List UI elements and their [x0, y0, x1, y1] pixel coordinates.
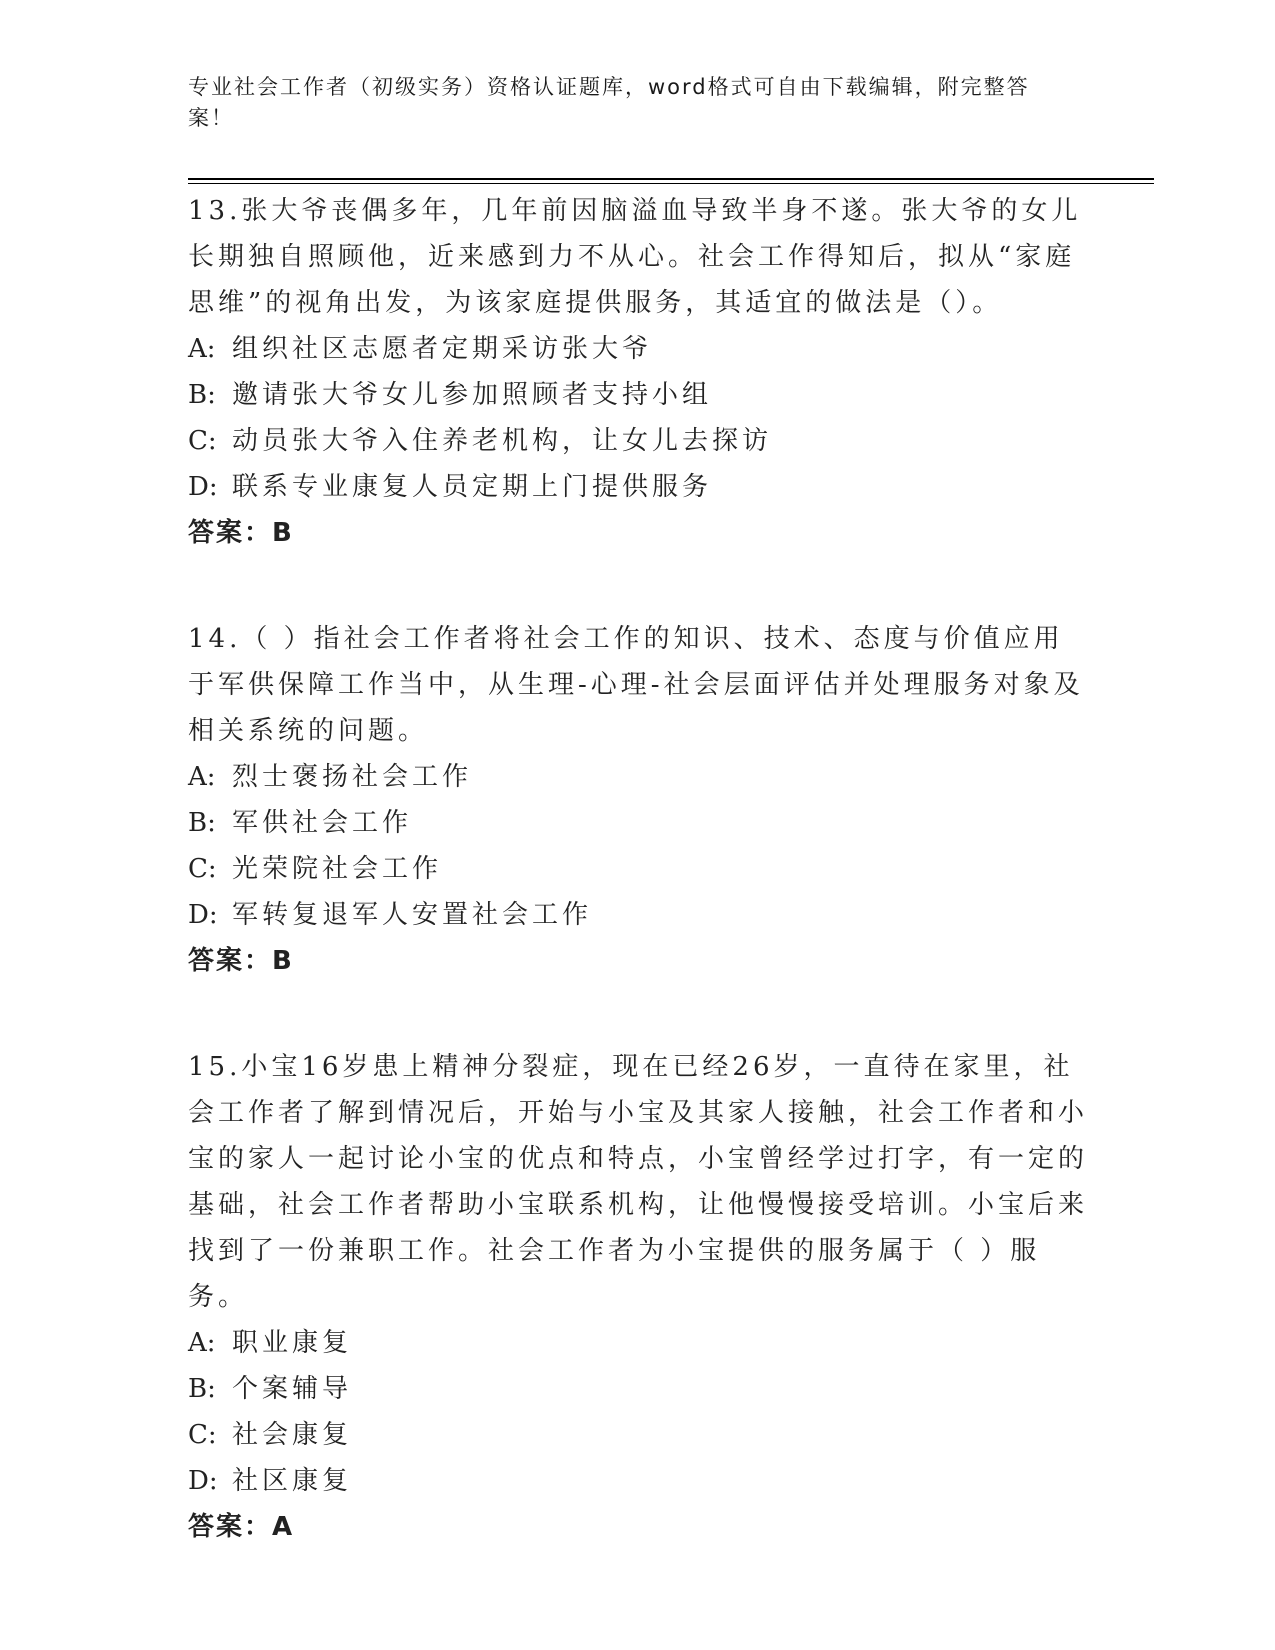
option-text: 个案辅导	[232, 1374, 353, 1404]
question-stem: 14.（ ）指社会工作者将社会工作的知识、技术、态度与价值应用于军供保障工作当中，从生理-心理-社会层面评估并处理服务对象及相关系统的问题。	[188, 624, 1084, 746]
option-a	[188, 326, 1088, 372]
option-d	[188, 1458, 1088, 1504]
option-text: 军供社会工作	[232, 808, 413, 838]
option-text: 组织社区志愿者定期采访张大爷	[232, 334, 653, 364]
option-letter: A:	[188, 762, 216, 792]
option-c	[188, 1412, 1088, 1458]
option-b	[188, 1366, 1088, 1412]
option-letter: B:	[188, 380, 216, 410]
option-text: 烈士褒扬社会工作	[232, 762, 473, 792]
option-text: 光荣院社会工作	[232, 854, 443, 884]
answer-label: 答案：A	[188, 1512, 295, 1542]
option-letter: A:	[188, 1328, 216, 1358]
option-c	[188, 418, 1088, 464]
option-b	[188, 800, 1088, 846]
option-text: 联系专业康复人员定期上门提供服务	[232, 472, 713, 502]
question-list	[188, 188, 1088, 1610]
option-text: 社会康复	[232, 1420, 353, 1450]
option-c	[188, 846, 1088, 892]
question-stem: 15.小宝16岁患上精神分裂症，现在已经26岁，一直待在家里，社会工作者了解到情况后，开始与小宝及其家人接触，社会工作者和小宝的家人一起讨论小宝的优点和特点，小宝曾经学过打字，有一定的基础，社会工作者帮助小宝联系机构，让他慢慢接受培训。小宝后来找到了一份兼职工作。社会工作者为小宝提供的服务属于（ ）服务。	[188, 1052, 1089, 1312]
option-letter: C:	[188, 1420, 217, 1450]
option-d	[188, 464, 1088, 510]
option-letter: B:	[188, 1374, 216, 1404]
answer-label: 答案：B	[188, 518, 294, 548]
document-header: 专业社会工作者（初级实务）资格认证题库，word格式可自由下载编辑，附完整答案！	[188, 75, 1030, 130]
option-d	[188, 892, 1088, 938]
header-rule-thin	[188, 183, 1154, 184]
option-letter: D:	[188, 900, 218, 930]
question-15	[188, 1044, 1088, 1550]
option-letter: B:	[188, 808, 216, 838]
option-a	[188, 754, 1088, 800]
question-13	[188, 188, 1088, 556]
option-a	[188, 1320, 1088, 1366]
header-rule-thick	[188, 178, 1154, 180]
option-text: 邀请张大爷女儿参加照顾者支持小组	[232, 380, 713, 410]
option-text: 动员张大爷入住养老机构，让女儿去探访	[232, 426, 773, 456]
option-letter: C:	[188, 854, 217, 884]
option-letter: D:	[188, 1466, 218, 1496]
question-14	[188, 616, 1088, 984]
option-text: 社区康复	[232, 1466, 353, 1496]
question-stem: 13.张大爷丧偶多年，几年前因脑溢血导致半身不遂。张大爷的女儿长期独自照顾他，近来感到力不从心。社会工作得知后，拟从“家庭思维”的视角出发，为该家庭提供服务，其适宜的做法是（）。	[188, 196, 1082, 318]
option-text: 军转复退军人安置社会工作	[232, 900, 593, 930]
option-letter: D:	[188, 472, 218, 502]
option-text: 职业康复	[232, 1328, 353, 1358]
option-letter: A:	[188, 334, 216, 364]
option-b	[188, 372, 1088, 418]
answer-label: 答案：B	[188, 946, 294, 976]
option-letter: C:	[188, 426, 217, 456]
